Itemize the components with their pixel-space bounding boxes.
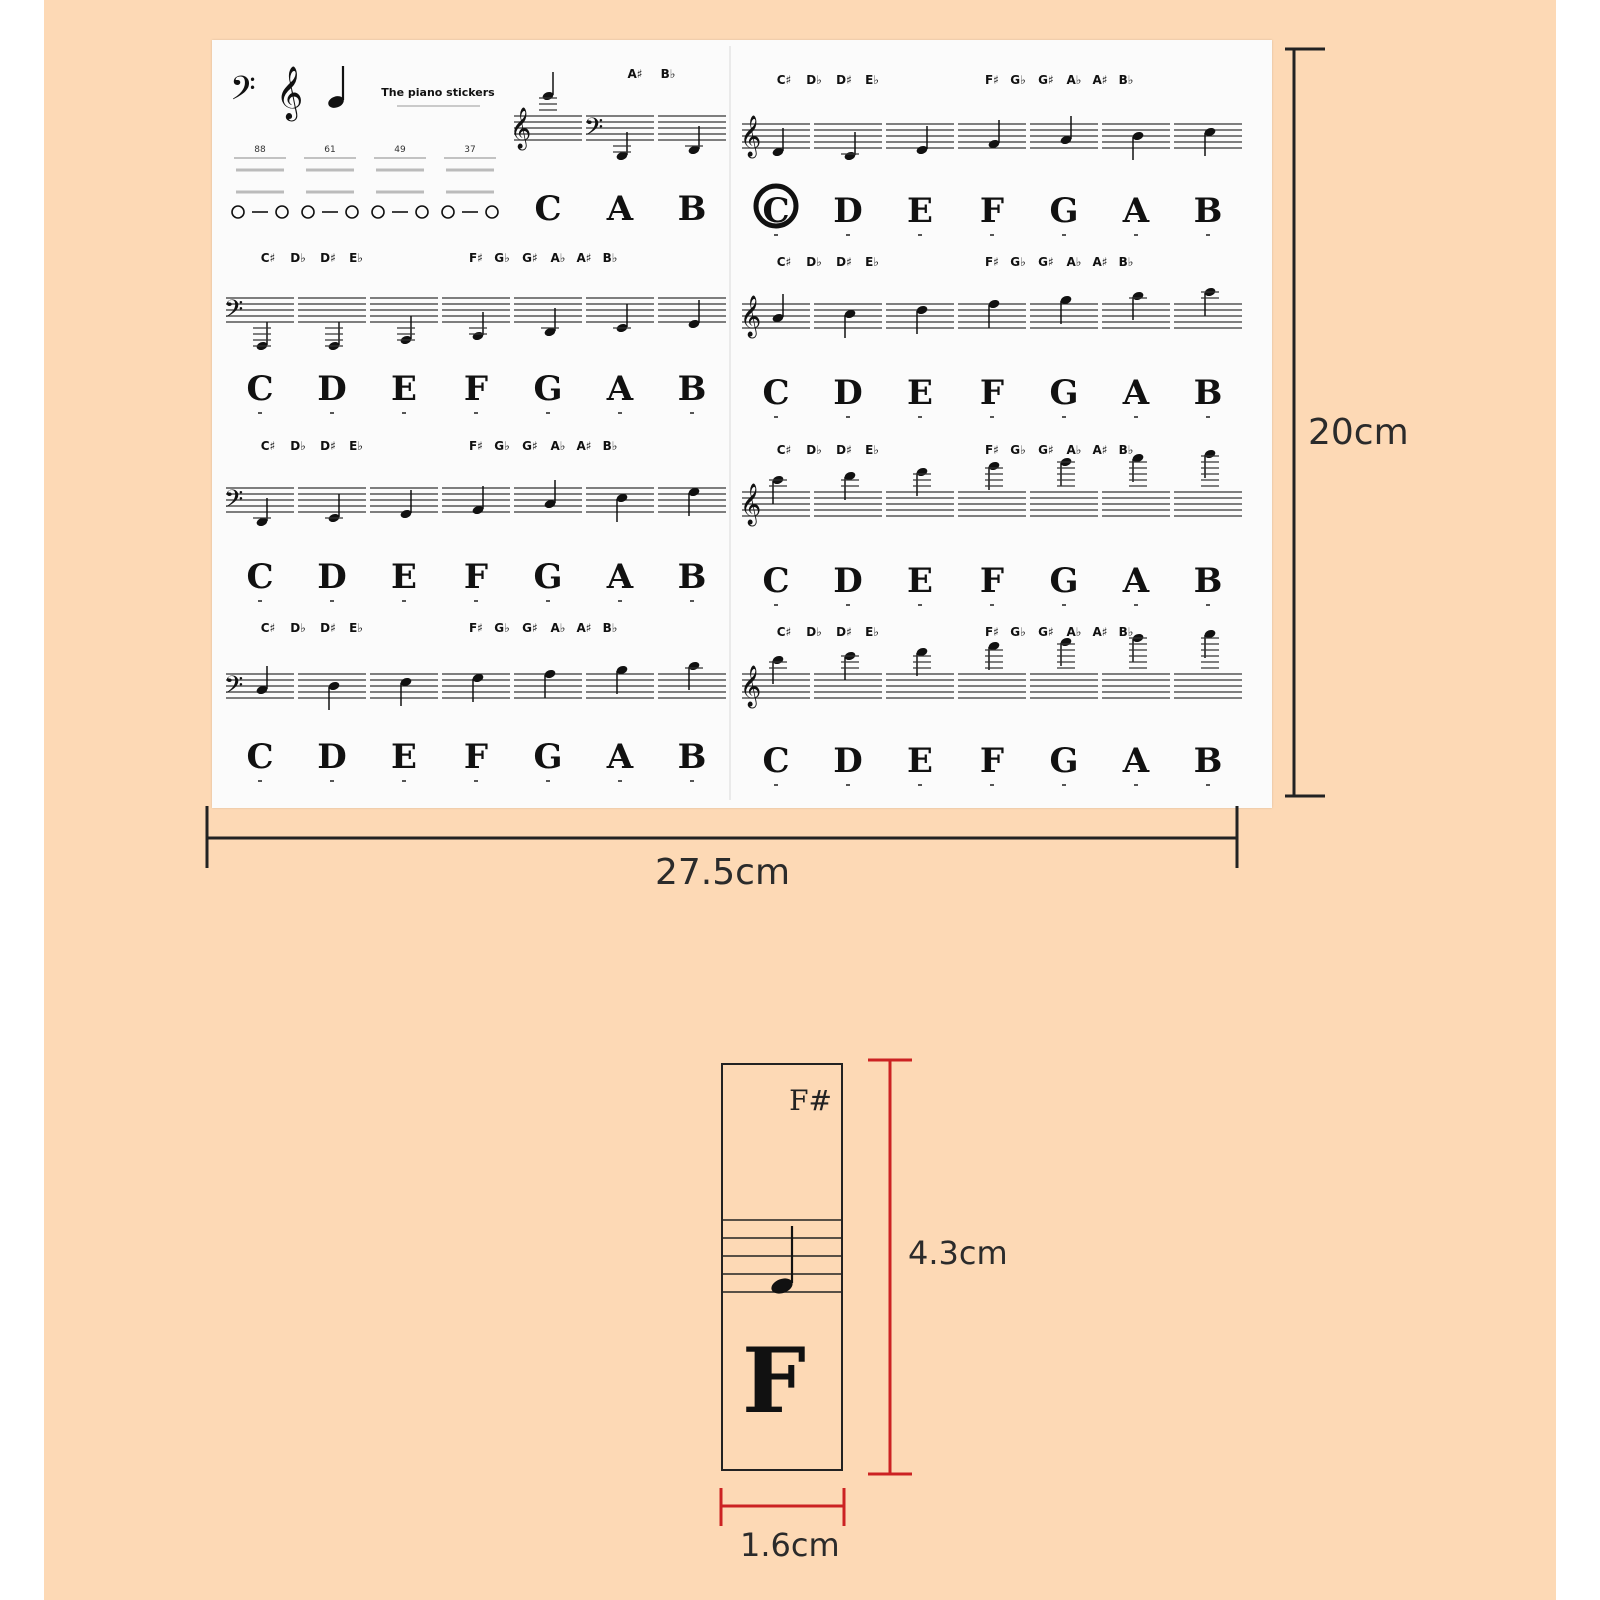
placement-circle [232,206,244,218]
left-row-1-letter-a: A [606,369,634,409]
right-row-1-sharp: F♯ [984,255,1000,269]
left-row-2-sharp: D♯ [320,439,336,453]
right-row-1-letter-f: F [979,373,1005,413]
right-row-3-sharp: D♯ [836,625,852,639]
right-row-2-letter-g: G [1049,561,1079,601]
top-right-row-sharp: E♭ [865,73,879,87]
right-row-3-sharp: D♭ [806,625,822,639]
top-right-letter-dot [1134,234,1138,236]
top-right-row-sharp: D♯ [836,73,852,87]
top-right-letter-dot [1062,234,1066,236]
key-count: 37 [464,145,476,155]
right-row-2-clef: 𝄞 [740,484,762,525]
top-right-letter-b: B [1193,191,1223,231]
left-row-3-letter-dot [402,780,406,782]
right-row-3-letter-dot [846,784,850,786]
top-left-letter-b: B [677,189,707,229]
right-row-1-letter-a: A [1122,373,1150,413]
top-left-bass-clef: 𝄢 [584,113,604,148]
right-row-3-letter-d: D [833,741,863,781]
left-row-2-letter-e: E [391,557,417,597]
right-row-3-letter-a: A [1122,741,1150,781]
right-row-1-sharp: B♭ [1118,255,1134,269]
left-row-3-letter-e: E [391,737,417,777]
right-row-1-sharp: A♯ [1092,255,1108,269]
right-row-2-letter-dot [1206,604,1210,606]
right-row-1-letter-b: B [1193,373,1223,413]
top-right-letter-e: E [907,191,933,231]
right-row-2-sharp: G♯ [1038,443,1054,457]
placement-circle [486,206,498,218]
left-row-3-letter-c: C [246,737,274,777]
right-row-1-clef: 𝄞 [740,296,762,337]
right-row-2-letter-f: F [979,561,1005,601]
left-row-1-sharp: D♭ [290,251,306,265]
sheet-title: The piano stickers [381,86,495,99]
right-row-3-letter-dot [774,784,778,786]
left-row-3-sharp: G♭ [494,621,510,635]
top-right-row-sharp: G♯ [1038,73,1054,87]
left-row-1-sharp: F♯ [468,251,484,265]
right-row-3-letter-g: G [1049,741,1079,781]
header-sharp: A♯ [627,67,643,81]
right-row-1-sharp: G♯ [1038,255,1054,269]
sticker-sheet [212,40,1272,808]
left-row-2-letter-c: C [246,557,274,597]
left-row-1-letter-dot [546,412,550,414]
left-row-2-sharp: G♭ [494,439,510,453]
right-row-3-letter-c: C [762,741,790,781]
key-count: 88 [254,145,266,155]
left-row-2-sharp: A♭ [550,439,566,453]
right-row-1-letter-e: E [907,373,933,413]
left-row-3-sharp: F♯ [468,621,484,635]
right-row-1-letter-c: C [762,373,790,413]
right-row-3-letter-dot [990,784,994,786]
right-row-2-letter-dot [846,604,850,606]
left-row-3-sharp: A♯ [576,621,592,635]
top-right-letter-dot [846,234,850,236]
left-row-2-sharp: E♭ [349,439,363,453]
height-label: 20cm [1308,412,1409,453]
right-row-2-sharp: A♭ [1066,443,1082,457]
left-row-2-sharp: G♯ [522,439,538,453]
sticker-sharp-label: F# [789,1084,832,1117]
right-row-3-letter-dot [918,784,922,786]
top-right-letter-c: C [762,191,790,231]
top-right-letter-f: F [979,191,1005,231]
key-count: 61 [324,145,336,155]
right-row-1-sharp: C♯ [776,255,792,269]
right-row-2-letter-b: B [1193,561,1223,601]
left-row-2-letter-dot [618,600,622,602]
left-row-2-letter-dot [402,600,406,602]
left-row-1-sharp: D♯ [320,251,336,265]
placement-circle [442,206,454,218]
header-sharp: B♭ [660,67,676,81]
left-row-3-letter-a: A [606,737,634,777]
left-row-1-letter-g: G [533,369,563,409]
right-row-3-sharp: F♯ [984,625,1000,639]
top-right-letter-a: A [1122,191,1150,231]
left-row-1-letter-c: C [246,369,274,409]
right-row-1-sharp: A♭ [1066,255,1082,269]
left-row-1-clef: 𝄢 [224,295,244,330]
left-row-3-letter-dot [690,780,694,782]
left-row-3-letter-dot [618,780,622,782]
right-row-1-letter-d: D [833,373,863,413]
left-row-1-letter-dot [402,412,406,414]
right-row-2-sharp: E♭ [865,443,879,457]
left-row-1-letter-b: B [677,369,707,409]
left-row-3-letter-dot [330,780,334,782]
left-row-2-sharp: B♭ [602,439,618,453]
right-row-3-clef: 𝄞 [740,666,762,707]
left-row-2-sharp: A♯ [576,439,592,453]
right-row-1-sharp: D♯ [836,255,852,269]
left-row-1-sharp: A♯ [576,251,592,265]
sticker-height-label: 4.3cm [908,1234,1008,1272]
right-row-2-sharp: D♯ [836,443,852,457]
right-row-1-letter-dot [846,416,850,418]
right-row-3-sharp: A♯ [1092,625,1108,639]
left-row-3-clef: 𝄢 [224,671,244,706]
right-row-2-sharp: B♭ [1118,443,1134,457]
bass-clef-symbol: 𝄢 [230,70,256,116]
top-right-row-sharp: B♭ [1118,73,1134,87]
treble-clef-symbol: 𝄞 [276,65,304,119]
top-left-letter-c: C [534,189,562,229]
left-row-2-letter-d: D [317,557,347,597]
top-right-row-sharp: D♭ [806,73,822,87]
left-row-3-letter-b: B [677,737,707,777]
right-row-2-letter-dot [1062,604,1066,606]
left-row-2-sharp: D♭ [290,439,306,453]
left-row-3-letter-dot [546,780,550,782]
left-row-1-letter-dot [690,412,694,414]
placement-circle [276,206,288,218]
right-row-3-sharp: E♭ [865,625,879,639]
right-row-2-sharp: C♯ [776,443,792,457]
sticker-width-label: 1.6cm [740,1526,840,1564]
left-row-2-letter-b: B [677,557,707,597]
left-row-3-sharp: B♭ [602,621,618,635]
left-row-1-letter-f: F [463,369,489,409]
top-right-row-sharp: G♭ [1010,73,1026,87]
top-right-letter-dot [990,234,994,236]
left-row-2-clef: 𝄢 [224,485,244,520]
left-row-1-sharp: G♯ [522,251,538,265]
right-row-1-letter-dot [918,416,922,418]
top-right-row-clef: 𝄞 [740,116,762,157]
right-row-2-sharp: A♯ [1092,443,1108,457]
left-row-2-letter-g: G [533,557,563,597]
left-row-3-letter-dot [258,780,262,782]
right-row-2-sharp: F♯ [984,443,1000,457]
right-row-2-letter-dot [990,604,994,606]
left-row-3-letter-f: F [463,737,489,777]
placement-circle [416,206,428,218]
top-right-letter-dot [918,234,922,236]
right-row-3-letter-dot [1062,784,1066,786]
top-right-letter-dot [1206,234,1210,236]
right-row-3-letter-b: B [1193,741,1223,781]
left-row-1-letter-e: E [391,369,417,409]
right-row-3-letter-f: F [979,741,1005,781]
right-row-1-letter-dot [1062,416,1066,418]
right-row-1-letter-g: G [1049,373,1079,413]
top-right-letter-g: G [1049,191,1079,231]
left-row-2-sharp: F♯ [468,439,484,453]
left-row-3-sharp: C♯ [260,621,276,635]
top-left-treble-clef: 𝄞 [510,108,532,149]
left-row-1-letter-dot [618,412,622,414]
placement-circle [372,206,384,218]
left-row-3-letter-g: G [533,737,563,777]
left-row-2-letter-dot [330,600,334,602]
width-label: 27.5cm [655,852,791,893]
left-row-3-sharp: G♯ [522,621,538,635]
top-right-row-sharp: A♭ [1066,73,1082,87]
right-row-3-letter-dot [1206,784,1210,786]
right-row-3-letter-e: E [907,741,933,781]
right-row-2-letter-c: C [762,561,790,601]
left-row-1-letter-dot [258,412,262,414]
left-row-3-letter-dot [474,780,478,782]
right-row-3-sharp: G♯ [1038,625,1054,639]
right-row-1-sharp: E♭ [865,255,879,269]
left-row-1-sharp: G♭ [494,251,510,265]
right-row-2-sharp: D♭ [806,443,822,457]
left-row-1-letter-dot [474,412,478,414]
sticker-natural-label: F [742,1328,806,1434]
left-row-3-letter-d: D [317,737,347,777]
left-row-3-sharp: E♭ [349,621,363,635]
left-row-1-sharp: E♭ [349,251,363,265]
left-row-1-sharp: B♭ [602,251,618,265]
top-right-row-sharp: A♯ [1092,73,1108,87]
top-right-row-sharp: C♯ [776,73,792,87]
right-row-1-letter-dot [1134,416,1138,418]
top-right-letter-dot [774,234,778,236]
right-row-2-sharp: G♭ [1010,443,1026,457]
right-row-2-letter-dot [774,604,778,606]
left-row-3-sharp: A♭ [550,621,566,635]
right-row-3-letter-dot [1134,784,1138,786]
left-row-2-letter-dot [258,600,262,602]
key-count: 49 [394,145,406,155]
left-row-2-letter-a: A [606,557,634,597]
right-row-1-sharp: D♭ [806,255,822,269]
right-row-3-sharp: C♯ [776,625,792,639]
placement-circle [302,206,314,218]
right-row-2-letter-dot [918,604,922,606]
sticker-width-dimension-line [716,1486,850,1530]
left-row-2-letter-dot [690,600,694,602]
right-row-3-sharp: G♭ [1010,625,1026,639]
left-row-2-sharp: C♯ [260,439,276,453]
sticker-sheet-graphic [212,40,1272,808]
top-left-letter-a: A [606,189,634,229]
placement-circle [346,206,358,218]
left-row-2-letter-dot [546,600,550,602]
left-row-1-letter-d: D [317,369,347,409]
top-right-row-sharp: F♯ [984,73,1000,87]
right-row-2-letter-dot [1134,604,1138,606]
left-row-1-letter-dot [330,412,334,414]
right-row-1-sharp: G♭ [1010,255,1026,269]
left-row-1-sharp: A♭ [550,251,566,265]
right-row-1-letter-dot [1206,416,1210,418]
left-row-2-letter-f: F [463,557,489,597]
left-row-3-sharp: D♯ [320,621,336,635]
right-row-2-letter-d: D [833,561,863,601]
right-row-3-sharp: B♭ [1118,625,1134,639]
right-row-3-sharp: A♭ [1066,625,1082,639]
right-row-2-letter-e: E [907,561,933,601]
left-row-1-sharp: C♯ [260,251,276,265]
right-row-2-letter-a: A [1122,561,1150,601]
left-row-3-sharp: D♭ [290,621,306,635]
single-sticker [720,1062,846,1474]
left-row-2-letter-dot [474,600,478,602]
right-row-1-letter-dot [774,416,778,418]
right-row-1-letter-dot [990,416,994,418]
top-right-letter-d: D [833,191,863,231]
